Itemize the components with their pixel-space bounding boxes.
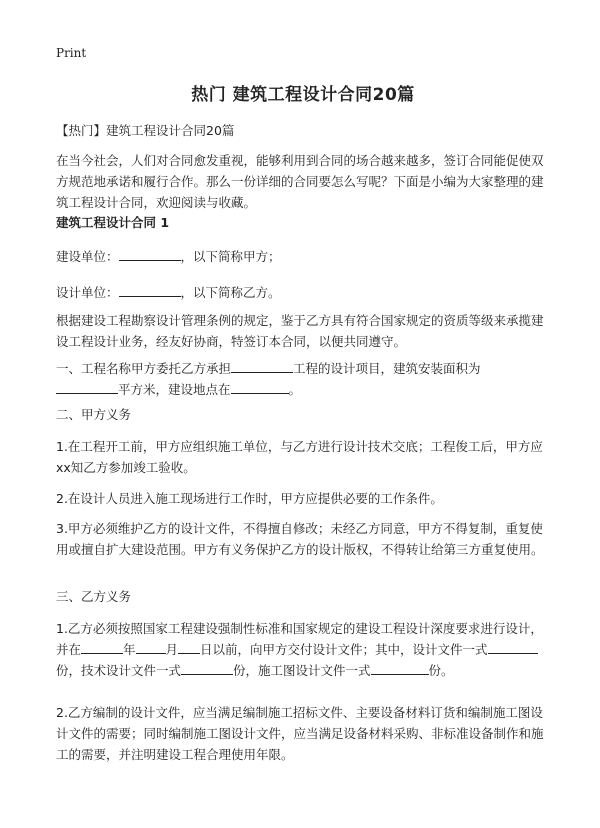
b1-part3: 份。 xyxy=(428,663,454,678)
party-b-line xyxy=(56,282,550,303)
print-link[interactable]: Print xyxy=(56,46,87,60)
clause1-text-c: 平方米，建设地点在 xyxy=(118,382,231,397)
party-a-line xyxy=(56,246,550,267)
party-a-label: 建设单位： xyxy=(56,249,119,264)
intro-paragraph: 在当今社会，人们对合同愈发重视，能够利用到合同的场合越来越多，签订合同能促使双方规范地承诺和履行合作。那么一份详细的合同要怎么写呢？下面是小编为大家整理的建筑工程设计合同，欢迎阅读与收藏。 xyxy=(56,153,544,210)
basis-paragraph: 根据建设工程勘察设计管理条例的规定，鉴于乙方具有符合国家规定的资质等级来承揽建设工程设计业务，经友好协商，特签订本合同，以便共同遵守。 xyxy=(56,313,544,349)
clause-1 xyxy=(56,358,550,400)
b1-month: 月 xyxy=(165,642,179,657)
party-a-blank xyxy=(119,246,181,261)
party-a-suffix: ，以下简称甲方； xyxy=(180,249,281,264)
month-blank xyxy=(136,639,166,654)
party-b-duty-2: 2.乙方编制的设计文件，应当满足编制施工招标文件、主要设备材料订货和编制施工图设计文件的需要；同时编制施工图设计文件，应当满足设备材料采购、非标准设备制作和施工的需要，并注明建设工程合理使用年限。 xyxy=(56,705,544,762)
section-heading: 建筑工程设计合同 1 xyxy=(56,215,170,230)
party-b-suffix: ，以下简称乙方。 xyxy=(180,285,281,300)
party-a-duty-2: 2.在设计人员进入施工现场进行工作时，甲方应提供必要的工作条件。 xyxy=(56,491,443,506)
copies-blank-3 xyxy=(371,660,429,675)
location-blank xyxy=(231,379,289,394)
project-name-blank xyxy=(231,358,293,373)
clause1-text-b: 工程的设计项目，建筑安装面积为 xyxy=(293,361,481,376)
party-b-label: 设计单位： xyxy=(56,285,119,300)
clause-3-heading: 三、乙方义务 xyxy=(56,589,132,604)
b1-text-a: 1.乙方必须按照国家工程建设强制性标准和国家规定的建设工程设计深度要求进行设计，并在 xyxy=(56,621,543,657)
party-b-blank xyxy=(119,282,181,297)
subtitle: 【热门】建筑工程设计合同20篇 xyxy=(56,123,235,138)
day-blank xyxy=(178,639,200,654)
year-blank xyxy=(81,639,123,654)
b1-part2: 份，施工图设计文件一式 xyxy=(233,663,371,678)
page-title: 热门 建筑工程设计合同20篇 xyxy=(191,85,415,105)
copies-blank-2 xyxy=(181,660,233,675)
clause1-text-a: 一、工程名称甲方委托乙方承担 xyxy=(56,361,232,376)
b1-day: 日以前，向甲方交付设计文件；其中，设计文件一式 xyxy=(200,642,488,657)
area-blank xyxy=(56,379,118,394)
party-a-duty-1: 1.在工程开工前，甲方应组织施工单位，与乙方进行设计技术交底；工程俊工后，甲方应xx知乙方参加竣工验收。 xyxy=(56,439,543,475)
party-a-duty-3: 3.甲方必须维护乙方的设计文件，不得擅自修改；未经乙方同意，甲方不得复制，重复使用或擅自扩大建设范围。甲方有义务保护乙方的设计版权，不得转让给第三方重复使用。 xyxy=(56,521,544,557)
b1-year: 年 xyxy=(123,642,136,657)
clause1-text-d: 。 xyxy=(288,382,302,397)
b1-part1: 份，技术设计文件一式 xyxy=(56,663,182,678)
copies-blank-1 xyxy=(488,639,538,654)
party-b-duty-1 xyxy=(56,618,550,681)
clause-2-heading: 二、甲方义务 xyxy=(56,407,132,422)
